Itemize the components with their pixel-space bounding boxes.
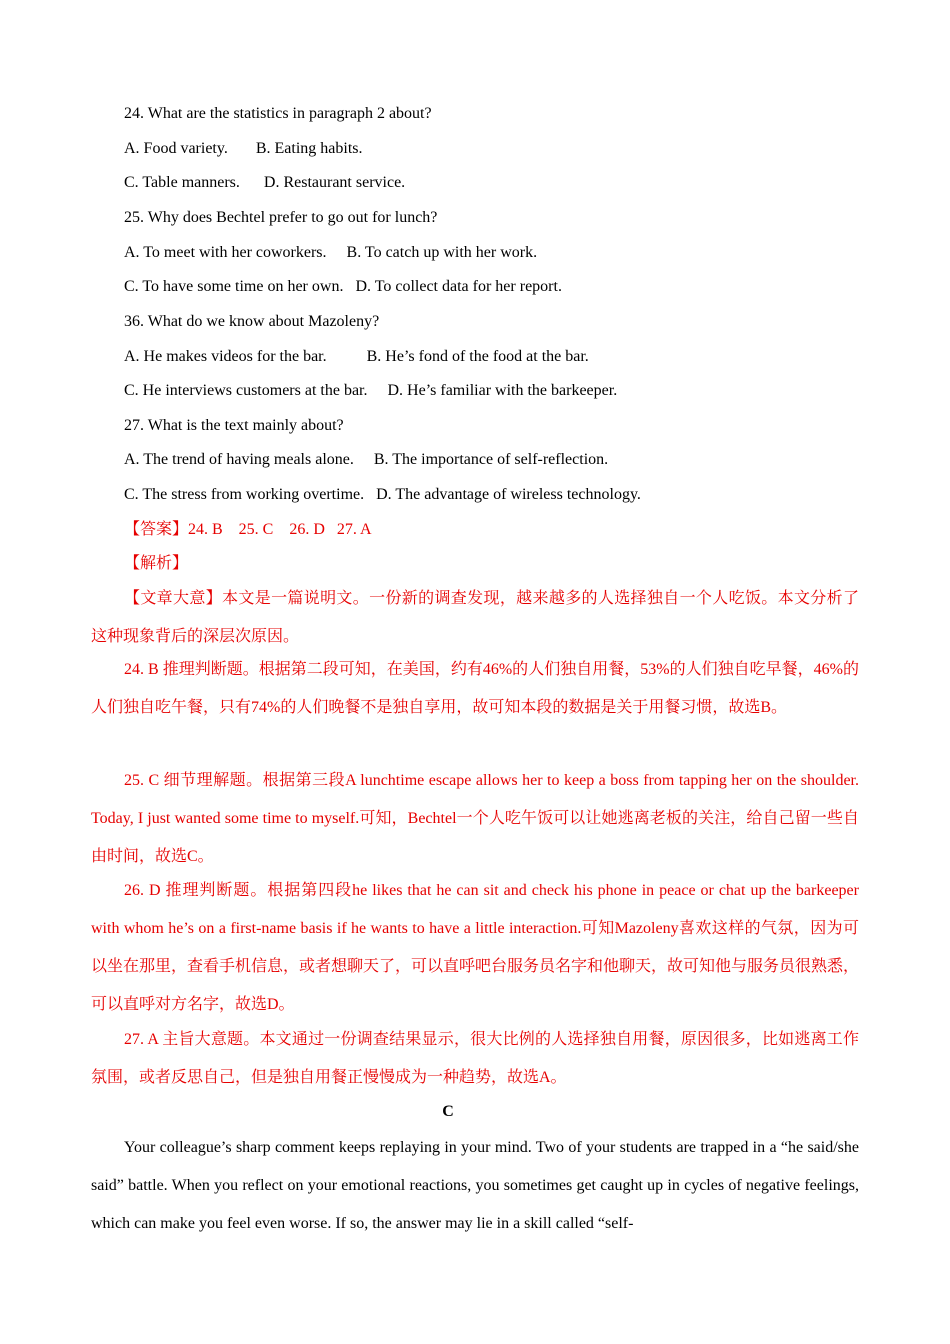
question-27-options-cd: C. The stress from working overtime. D. The advantage of wireless technology. <box>124 486 641 503</box>
question-25-options-cd: C. To have some time on her own. D. To collect data for her report. <box>124 278 562 295</box>
question-26-options-cd: C. He interviews customers at the bar. D. He’s familiar with the barkeeper. <box>124 382 618 399</box>
section-heading: C <box>442 1103 454 1120</box>
question-27: 27. What is the text mainly about? <box>124 417 344 434</box>
analysis-label: 【解析】 <box>124 555 189 572</box>
question-26: 36. What do we know about Mazoleny? <box>124 313 380 330</box>
passage-paragraph: Your colleague’s sharp comment keeps replaying in your mind. Two of your students are trapped in a “he said/she said” battle. When you reflect on your emotional reactions, you sometimes get caught up in cycles of negative feelings, which can make you feel even worse. If so, the answer may lie in a skill called “self- <box>91 1139 859 1232</box>
answer-key: 【答案】24. B 25. C 26. D 27. A <box>124 521 372 538</box>
explanation-25: 25. C 细节理解题。根据第三段A lunchtime escape allows her to keep a boss from tapping her on the shoulder. Today, I just wanted some time to myself.可知，Bechtel一个人吃午饭可以让她逃离老板的关注，给自己留一些自由时间，故选C。 <box>91 772 859 865</box>
question-24-options-ab: A. Food variety. B. Eating habits. <box>124 140 363 157</box>
explanation-26: 26. D 推理判断题。根据第四段he likes that he can sit and check his phone in peace or chat up the barkeeper with whom he’s on a first-name basis if he wants to have a little interaction.可知Mazoleny喜欢这样的气氛，因为可以坐在那里，查看手机信息，或者想聊天了，可以直呼吧台服务员名字和他聊天，故可知他与服务员很熟悉，可以直呼对方名字，故选D。 <box>91 882 860 1013</box>
question-25-options-ab: A. To meet with her coworkers. B. To catch up with her work. <box>124 244 538 261</box>
explanation-24: 24. B 推理判断题。根据第二段可知，在美国，约有46%的人们独自用餐，53%的人们独自吃早餐，46%的人们独自吃午餐，只有74%的人们晚餐不是独自享用，故可知本段的数据是关于用餐习惯，故选B。 <box>91 661 859 716</box>
question-26-options-ab: A. He makes videos for the bar. B. He’s fond of the food at the bar. <box>124 348 589 365</box>
question-25: 25. Why does Bechtel prefer to go out for lunch? <box>124 209 438 226</box>
article-summary: 【文章大意】本文是一篇说明文。一份新的调查发现，越来越多的人选择独自一个人吃饭。本文分析了这种现象背后的深层次原因。 <box>91 590 859 645</box>
explanation-27: 27. A 主旨大意题。本文通过一份调查结果显示，很大比例的人选择独自用餐，原因很多，比如逃离工作氛围，或者反思自己，但是独自用餐正慢慢成为一种趋势，故选A。 <box>91 1031 859 1086</box>
question-24: 24. What are the statistics in paragraph 2 about? <box>124 105 432 122</box>
question-24-options-cd: C. Table manners. D. Restaurant service. <box>124 174 406 191</box>
question-27-options-ab: A. The trend of having meals alone. B. The importance of self-reflection. <box>124 451 609 468</box>
